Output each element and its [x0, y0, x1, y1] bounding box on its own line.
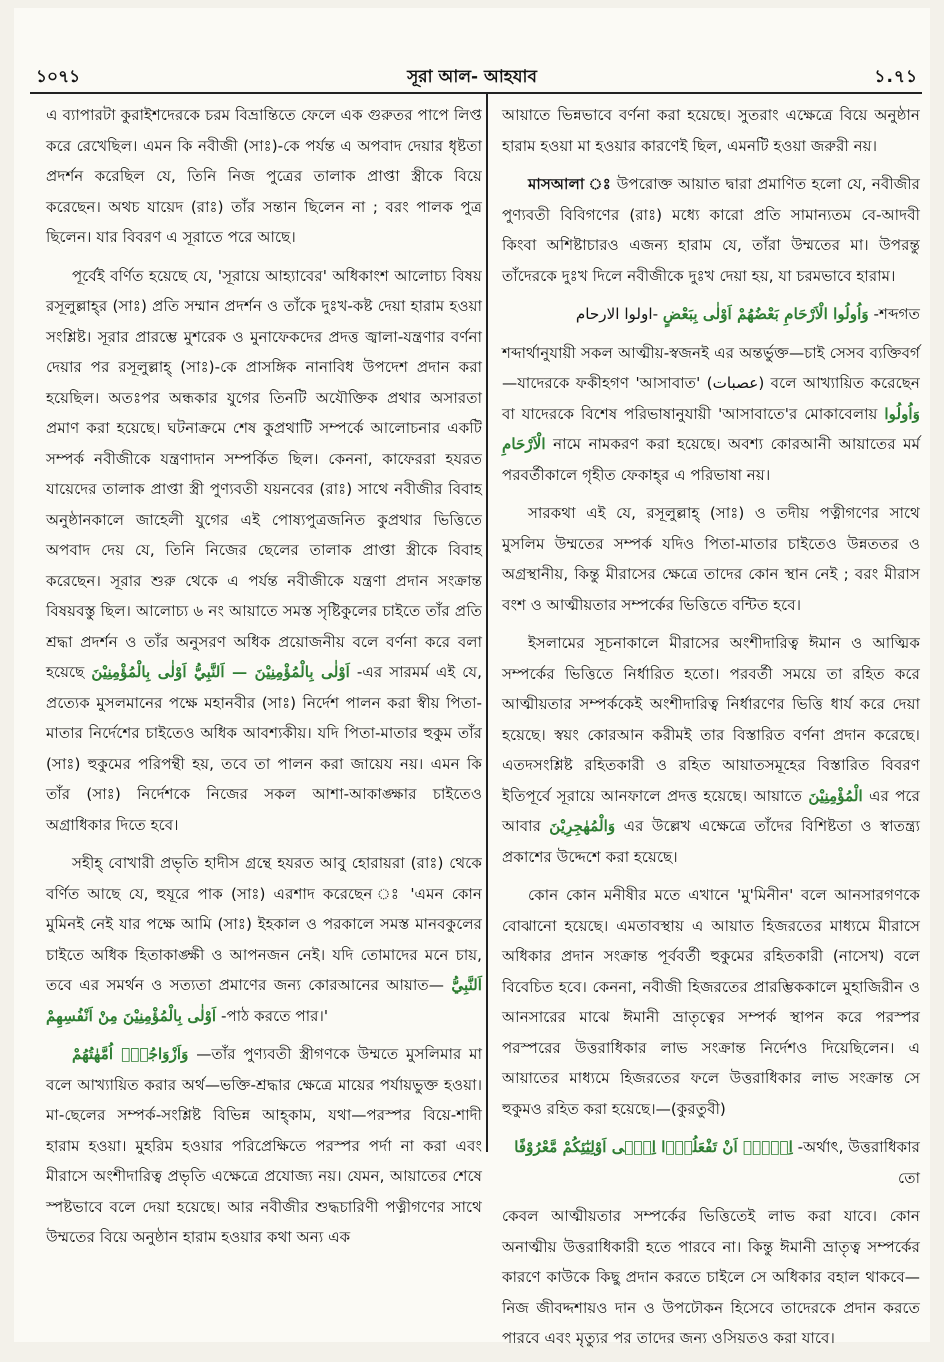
- left-paragraph-2: [46, 261, 482, 841]
- masala-label: মাসআলা ঃ: [528, 175, 612, 193]
- right-paragraph-6: কোন কোন মনীষীর মতে এখানে 'মু'মিনীন' বলে আনসারগণকে বোঝানো হয়েছে। এমতাবস্থায় এ আয়াত হিজরতের মাধ্যমে মীরাসে অধিকার প্রদান সংক্রান্ত পূর্ববর্তী হুকুমের রহিতকারী (নাসেখ) বলে বিবেচিত হবে। কেননা, নবীজী হিজরতের প্রারম্ভিককালে মুহাজিরীন ও আনসারের মাঝে ঈমানী ভ্রাতৃত্বের সম্পর্ক স্থাপন করে পরস্পর পরস্পরের উত্তরাধিকার লাভ সংক্রান্ত নির্দেশও দিয়েছিলেন। এ আয়াতের মাধ্যমে হিজরতের ফলে উত্তরাধিকার লাভ সংক্রান্ত সে হুকুমও রহিত করা হয়েছে।—(কুরতুবী): [502, 886, 920, 1118]
- left-column: [46, 100, 482, 1261]
- left-paragraph-3-tail: -পাঠ করতে পার।': [220, 1006, 329, 1025]
- arabic-verse-maruf: اِلَّاۤ اَنْ تَفْعَلُوْۤا اِلٰۤى اَوْلِيٰٓئِكُمْ مَّعْرُوْفًا: [514, 1138, 793, 1156]
- left-paragraph-2-text: পূর্বেই বর্ণিত হয়েছে যে, 'সূরায়ে আহ্যাবের' অধিকাংশ আলোচ্য বিষয় রসূলুল্লাহ্‌র (সাঃ) প্রতি সম্মান প্রদর্শন ও তাঁকে দুঃখ-কষ্ট দেয়া হারাম হওয়া সংশ্লিষ্ট। সূরার প্রারম্ভে মুশরেক ও মুনাফেকদের প্রদত্ত জ্বালা-যন্ত্রণার বর্ণনা দেয়ার পর রসূলুল্লাহ্ (সাঃ)-কে প্রাসঙ্গিক নানাবিধ উপদেশ প্রদান করা হয়েছিল। অতঃপর অন্ধকার যুগের তিনটি অযৌক্তিক প্রথার অসারতা প্রমাণ করা হয়েছে। ঘটনাক্রমে শেষ কুপ্রথাটি সম্পর্কে আলোচনার একটি সম্পর্ক নবীজীকে যন্ত্রণাদান সম্পর্কিত ছিল। কেননা, কাফেররা হযরত যায়েদের তালাক প্রাপ্তা স্ত্রী পুণ্যবতী যয়নবের (রাঃ) সাথে নবীজীর বিবাহ অনুষ্ঠানকালে জাহেলী যুগের এই পোষ্যপুত্রজনিত কুপ্রথার ভিত্তিতে অপবাদ দেয় যে, তিনি নিজের ছেলের তালাক প্রাপ্তা স্ত্রীকে বিবাহ করেছেন। সূরার শুরু থেকে এ পর্যন্ত নবীজীকে যন্ত্রণা প্রদান সংক্রান্ত বিষয়বস্তু ছিল। আলোচ্য ৬ নং আয়াতে সমস্ত সৃষ্টিকুলের চাইতে তাঁর প্রতি শ্রদ্ধা প্রদর্শন ও তাঁর অনুসরণ অধিক প্রয়োজনীয় বলে বর্ণনা করে বলা হয়েছে: [46, 266, 482, 681]
- header-divider: [30, 92, 922, 94]
- page-number-right: ১.৭১: [874, 67, 918, 87]
- arabic-verse-arham: وَاُولُوا الْاَرْحَامِ بَعْضُهُمْ اَوْلٰى بِبَعْضٍ: [662, 305, 869, 323]
- right-paragraph-7: কেবল আত্মীয়তার সম্পর্কের ভিত্তিতেই লাভ করা যাবে। কোন অনাত্মীয় উত্তরাধিকারী হতে পারবে না। কিন্তু ঈমানী ভ্রাতৃত্ব সম্পর্কের কারণে কাউকে কিছু প্রদান করতে চাইলে সে অধিকার বহাল থাকবে—নিজ জীবদ্দশায়ও দান ও উপঢৌকন হিসেবে তাদেরকে প্রদান করতে পারবে এবং মৃত্যুর পর তাদের জন্য ওসিয়তও করা যাবে।: [502, 1207, 920, 1347]
- right-paragraph-3-text: শব্দার্থানুযায়ী সকল আত্মীয়-স্বজনই এর অন্তর্ভুক্ত—চাই সেসব ব্যক্তিবর্গ—যাদেরকে ফকীহগণ 'আসাবাত' (عصبات) বলে আখ্যায়িত করেছেন বা যাদেরকে বিশেষ পরিভাষানুযায়ী 'আসাবাতে'র মোকাবেলায়: [502, 343, 920, 423]
- right-paragraph-4: সারকথা এই যে, রসূলুল্লাহ্ (সাঃ) ও তদীয় পত্নীগণের সাথে মুসলিম উম্মতের সম্পর্ক যদিও পিতা-মাতার চাইতেও উন্নততর ও অগ্রস্থানীয়, কিন্তু মীরাসের ক্ষেত্রে তাদের কোন স্থান নেই ; বরং মীরাস বংশ ও আত্মীয়তার সম্পর্কের ভিত্তিতে বন্টিত হবে।: [502, 504, 920, 614]
- left-paragraph-4-text: —তাঁর পুণ্যবতী স্ত্রীগণকে উম্মতে মুসলিমার মা বলে আখ্যায়িত করার অর্থ—ভক্তি-শ্রদ্ধার ক্ষেত্রে মায়ের পর্যায়ভুক্ত হওয়া। মা-ছেলের সম্পর্ক-সংশ্লিষ্ট বিভিন্ন আহ্‌কাম, যথা—পরস্পর বিয়ে-শাদী হারাম হওয়া। মুহরিম হওয়ার পরিপ্রেক্ষিতে পরস্পর পর্দা না করা এবং মীরাসে অংশীদারিত্ব প্রভৃতি এক্ষেত্রে প্রযোজ্য নয়। যেমন, আয়াতের শেষে স্পষ্টভাবে বলে দেয়া হয়েছে। আর নবীজীর শুদ্ধচারিণী পত্নীগণের সাথে উম্মতের বিয়ে অনুষ্ঠান হারাম হওয়ার কথা অন্য এক: [46, 1045, 482, 1246]
- verse-heading-2-text: -অর্থাৎ, উত্তরাধিকার তো: [797, 1138, 920, 1187]
- arabic-verse-anfusihim: اَلنَّبِيُّ اَوْلٰى بِالْمُؤْمِنِيْنَ مِنْ اَنْفُسِهِمْ: [46, 976, 483, 1025]
- right-paragraph-5: [502, 628, 920, 872]
- surah-title: সূরা আল- আহযাব: [407, 67, 537, 87]
- right-paragraph-5-mid: এর পরে আবার: [502, 786, 921, 835]
- right-paragraph-2-text: উপরোক্ত আয়াত দ্বারা প্রমাণিত হলো যে, নবীজীর পুণ্যবতী বিবিগণের (রাঃ) মধ্যে কারো প্রতি সামান্যতম বে-আদবী কিংবা অশিষ্টাচারও এজন্য হারাম যে, তাঁরা উম্মতের মা। উপরন্তু তাঁদেরকে দুঃখ দিলে নবীজীকে দুঃখ দেয়া হয়, যা চরমভাবে হারাম।: [502, 175, 920, 285]
- left-paragraph-3: [46, 848, 482, 1031]
- right-verse-heading-1: [502, 299, 920, 330]
- left-paragraph-2-tail: -এর সারমর্ম এই যে, প্রত্যেক মুসলমানের পক্ষে মহানবীর (সাঃ) নির্দেশ পালন করা স্বীয় পিতা-মাতার নির্দেশের চাইতেও অধিক আবশ্যকীয়। যদি পিতা-মাতার হুকুম তাঁর (সাঃ) হুকুমের পরিপন্থী হয়, তবে তা পালন করা জায়েয নয়। এমন কি তাঁর (সাঃ) নির্দেশকে নিজের সকল আশা-আকাঙ্ক্ষার চাইতেও অগ্রাধিকার দিতে হবে।: [46, 663, 482, 834]
- right-paragraph-2: [502, 169, 920, 291]
- right-paragraph-5-tail: এর উল্লেখ এক্ষেত্রে তাঁদের বিশিষ্টতা ও স্বাতন্ত্র্য প্রকাশের উদ্দেশে করা হয়েছে।: [502, 817, 921, 866]
- right-paragraph-1: আয়াতে ভিন্নভাবে বর্ণনা করা হয়েছে। সুতরাং এক্ষেত্রে বিয়ে অনুষ্ঠান হারাম হওয়া মা হওয়ার কারণেই ছিল, এমনটি হওয়া জরুরী নয়।: [502, 106, 920, 155]
- right-paragraph-3-tail: নামে নামকরণ করা হয়েছে। অবশ্য কোরআনী আয়াতের মর্ম পরবর্তীকালে গৃহীত ফেকাহ্‌র এ পরিভাষা নয়।: [502, 435, 921, 484]
- right-verse-heading-2: [502, 1132, 920, 1193]
- arabic-term-arham: وَاُولُوا الْاَرْحَامِ: [502, 404, 920, 453]
- arabic-term-muminin: الْمُؤْمِنِيْنَ: [808, 786, 863, 805]
- column-divider: [486, 94, 488, 1152]
- left-paragraph-4: [46, 1039, 482, 1253]
- left-paragraph-1: এ ব্যাপারটা কুরাইশদেরকে চরম বিভ্রান্তিতে ফেলে এক গুরুতর পাপে লিপ্ত করে রেখেছিল। এমন কি নবীজী (সাঃ)-কে পর্যন্ত এ অপবাদ দেয়ার ধৃষ্টতা প্রদর্শন করেছিল যে, তিনি নিজ পুত্রের তালাক প্রাপ্তা স্ত্রীকে বিয়ে করেছেন। অথচ যায়েদ (রাঃ) তাঁর সন্তান ছিলেন না ; বরং পালক পুত্র ছিলেন। যার বিবরণ এ সূরাতে পরে আছে।: [46, 106, 482, 246]
- right-paragraph-3: [502, 338, 920, 491]
- arabic-verse-awla: اَوْلٰى بِالْمُؤْمِنِيْنَ — اَلنَّبِيُّ اَوْلٰى بِالْمُؤْمِنِيْنَ: [91, 663, 350, 681]
- page-number-left: ১০৭১: [36, 67, 81, 87]
- arabic-verse-azwaj: وَاَزْوَاجُهٗۤ اُمَّهٰتُهُمْ: [72, 1045, 189, 1063]
- book-page: [14, 8, 930, 1347]
- right-column: [502, 100, 920, 1362]
- right-paragraph-5-text: ইসলামের সূচনাকালে মীরাসের অংশীদারিত্ব ঈমান ও আত্মিক সম্পর্কের ভিত্তিতে নির্ধারিত হতো। পরবর্তী সময়ে তা রহিত করে আত্মীয়তার সম্পর্ককেই অংশীদারিত্ব নির্ধারণের ভিত্তি ধার্য করে দেয়া হয়েছে। স্বয়ং কোরআন করীমই তার বিস্তারিত বর্ণনা প্রদান করেছে। এতদসংশ্লিষ্ট রহিতকারী ও রহিত আয়াতসমূহের বিস্তারিত বিবরণ ইতিপূর্বে সূরায়ে আনফালে প্রদত্ত হয়েছে। আয়াতে: [502, 634, 920, 805]
- page-header: [14, 8, 930, 86]
- left-paragraph-3-text: সহীহ্ বোখারী প্রভৃতি হাদীস গ্রন্থে হযরত আবু হোরায়রা (রাঃ) থেকে বর্ণিত আছে যে, হুযূরে পাক (সাঃ) এরশাদ করেছেন ঃ 'এমন কোন মুমিনই নেই যার পক্ষে আমি (সাঃ) ইহকাল ও পরকালে সমস্ত মানবকুলের চাইতে অধিক হিতাকাঙ্ক্ষী ও আপনজন নেই। যদি তোমাদের মনে চায়, তবে এর সমর্থন ও সত্যতা প্রমাণের জন্য কোরআনের আয়াত—: [46, 854, 482, 994]
- verse-heading-1-text: -اولوا الارحام -শব্দগত: [575, 305, 920, 323]
- arabic-term-muhajirin: وَالْمُهٰجِرِيْنَ: [549, 817, 616, 835]
